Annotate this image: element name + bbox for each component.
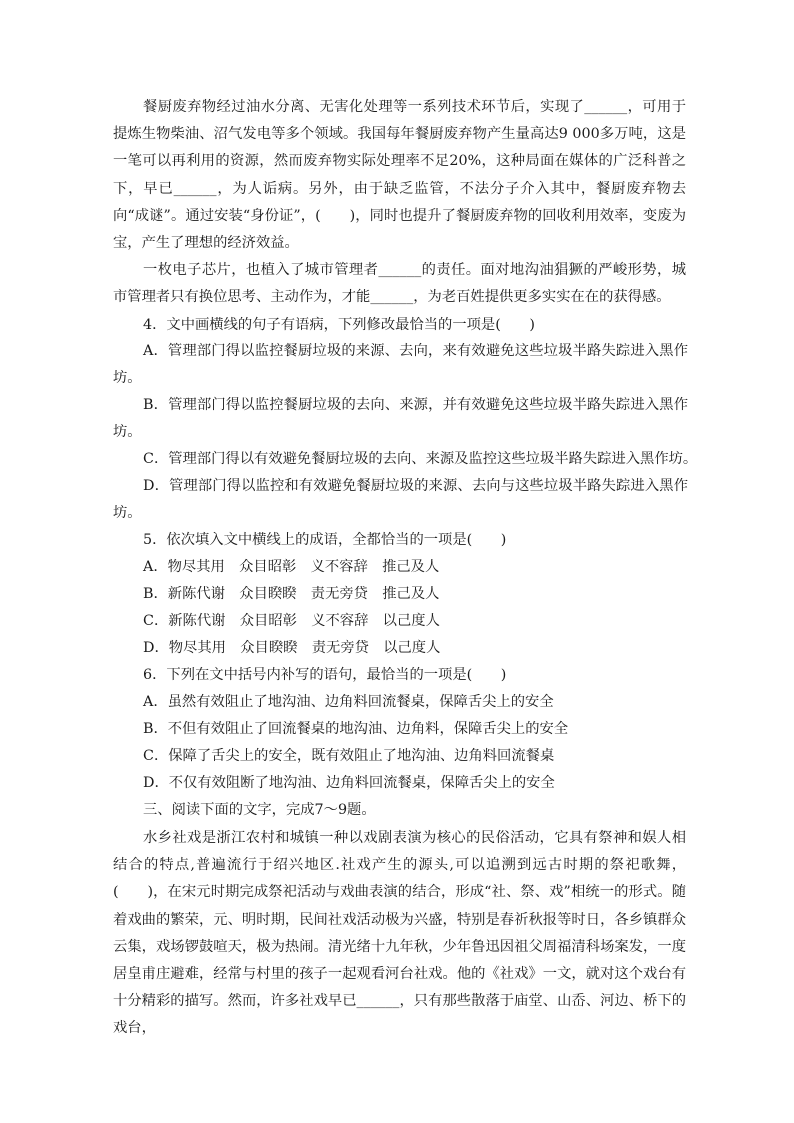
question-6-option-a: A．虽然有效阻止了地沟油、边角料回流餐桌，保障舌尖上的安全 — [143, 694, 554, 710]
section-3-paragraph: 水乡社戏是浙江农村和城镇一种以戏剧表演为核心的民俗活动，它具有祭神和娱人相结合的特点,普遍流行于绍兴地区.社戏产生的源头,可以追溯到远古时期的祭祀歌舞，( )，在宋元时期完成祭祀活动与戏曲表演的结合，形成“社、祭、戏”相统一的形式。随着戏曲的繁荣，元、明时期，民间社戏活动极为兴盛，特别是春祈秋报等时日，各乡镇群众云集，戏场锣鼓喧天，极为热闹。清光绪十九年秋，少年鲁迅因祖父周福清科场案发，一度居皇甫庄避难，经常与村里的孩子一起观看河台社戏。他的《社戏》一文，就对这个戏台有十分精彩的描写。然而，许多社戏早已______，只有那些散落于庙堂、山岙、河边、桥下的戏台， — [113, 830, 686, 1037]
section-3-heading: 三、阅读下面的文字，完成7～9题。 — [143, 802, 376, 818]
question-5-option-a: A．物尽其用 众目昭彰 义不容辞 推己及人 — [143, 559, 440, 575]
passage1-paragraph1: 餐厨废弃物经过油水分离、无害化处理等一系列技术环节后，实现了______，可用于提炼生物柴油、沼气发电等多个领域。我国每年餐厨废弃物产生量高达9 000多万吨，这是一笔可以再利用的资源，然而废弃物实际处理率不足20%，这种局面在媒体的广泛科普之下，早已______，为人诟病。另外，由于缺乏监管，不法分子介入其中，餐厨废弃物去向“成谜”。通过安装“身份证”，( )，同时也提升了餐厨废弃物的回收利用效率，变废为宝，产生了理想的经济效益。 — [113, 99, 686, 252]
passage1-paragraph2: 一枚电子芯片，也植入了城市管理者______的责任。面对地沟油猖獗的严峻形势，城市管理者只有换位思考、主动作为，才能______，为老百姓提供更多实实在在的获得感。 — [113, 262, 686, 306]
question-5-option-c: C．新陈代谢 众目昭彰 义不容辞 以己度人 — [143, 613, 440, 629]
question-5-stem: 5．依次填入文中横线上的成语，全都恰当的一项是( ) — [143, 532, 507, 548]
question-6-option-d: D．不仅有效阻断了地沟油、边角料回流餐桌，保障舌尖上的安全 — [143, 775, 555, 791]
question-6-option-b: B．不但有效阻止了回流餐桌的地沟油、边角料，保障舌尖上的安全 — [143, 721, 569, 737]
question-4-option-d: D．管理部门得以监控和有效避免餐厨垃圾的来源、去向与这些垃圾半路失踪进入黑作坊。 — [113, 478, 688, 521]
question-4-option-a: A．管理部门得以监控餐厨垃圾的来源、去向，来有效避免这些垃圾半路失踪进入黑作坊。 — [113, 343, 688, 386]
question-4-option-b: B．管理部门得以监控餐厨垃圾的去向、来源，并有效避免这些垃圾半路失踪进入黑作坊。 — [113, 397, 688, 440]
question-4-stem: 4．文中画横线的句子有语病，下列修改最恰当的一项是( ) — [143, 317, 535, 333]
question-4-option-c: C．管理部门得以有效避免餐厨垃圾的去向、来源及监控这些垃圾半路失踪进入黑作坊。 — [143, 451, 698, 467]
question-5-option-d: D．物尽其用 众目睽睽 责无旁贷 以己度人 — [143, 640, 441, 656]
question-6-stem: 6．下列在文中括号内补写的语句，最恰当的一项是( ) — [143, 667, 507, 683]
question-6-option-c: C．保障了舌尖上的安全，既有效阻止了地沟油、边角料回流餐桌 — [143, 748, 555, 764]
question-5-option-b: B．新陈代谢 众目睽睽 责无旁贷 推己及人 — [143, 586, 440, 602]
